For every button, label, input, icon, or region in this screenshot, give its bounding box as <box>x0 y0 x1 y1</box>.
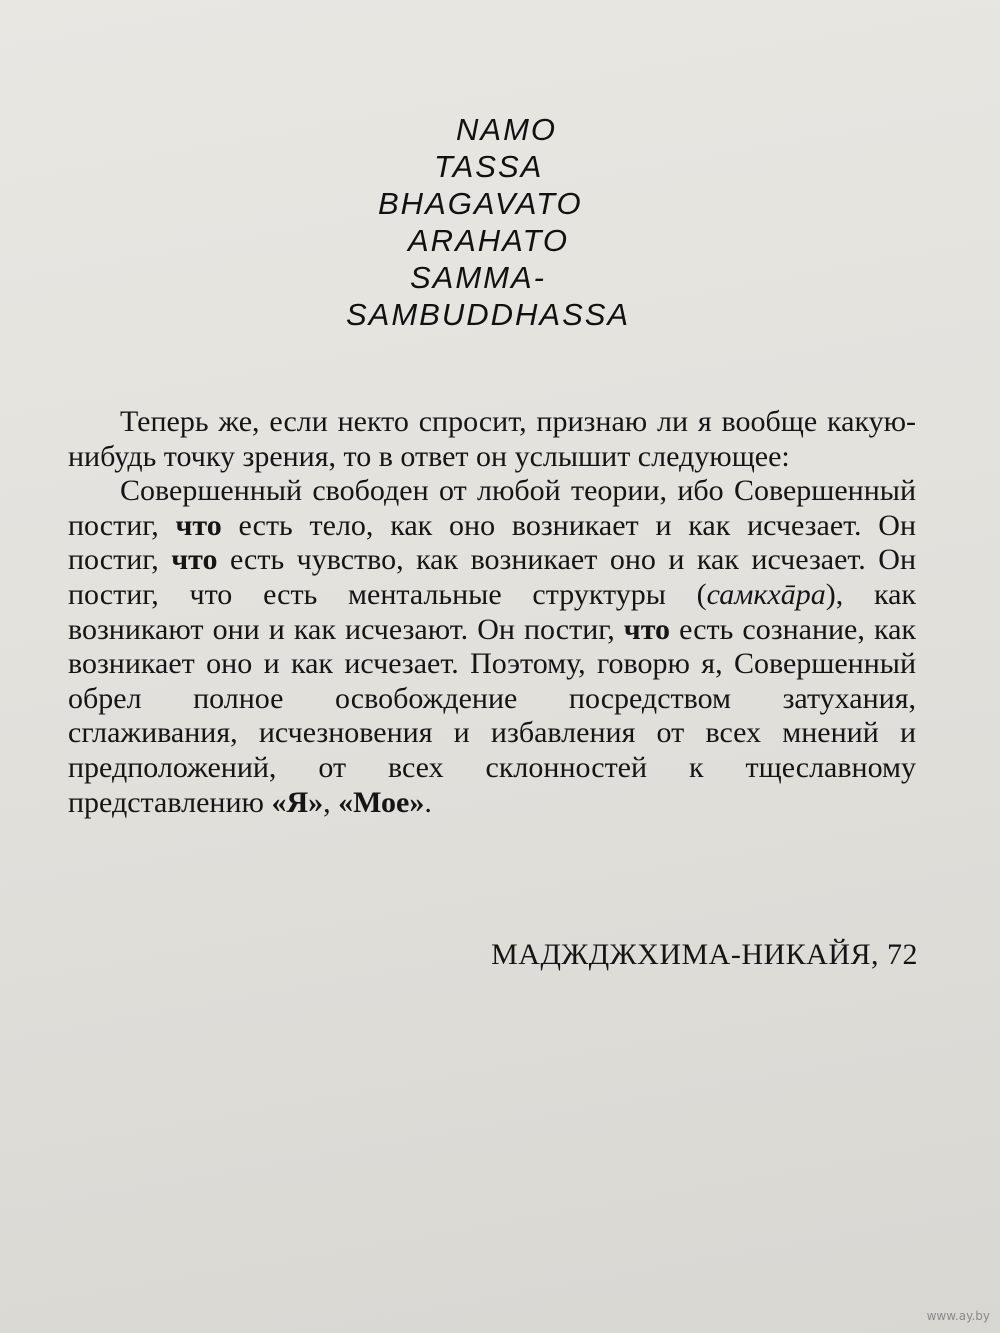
text-run: . <box>424 785 432 819</box>
dedication-line: TASSA <box>434 149 544 184</box>
emphasis-word: что <box>175 508 222 542</box>
paragraph-intro: Теперь же, если некто спросит, признаю ли я вообще какую-нибудь точку зрения, то в ответ он услышит следующее: <box>68 405 916 473</box>
paragraph-quote <box>68 474 916 820</box>
dedication-line: SAMBUDDHASSA <box>346 297 631 332</box>
emphasis-word: что <box>623 612 671 646</box>
text-run: , <box>323 785 331 819</box>
quoted-word: «Я» <box>271 785 324 819</box>
text-run: Совершенный свободен от любой теории, ибо Совершенный постиг, <box>68 474 916 542</box>
text-run: есть сознание, как возникает оно и как исчезает. Поэтому, говорю я, Совершенный обрел полное освобождение посредством затухания, сглаживания, исчезновения и избавления от всех мнений и предположений, от всех склонностей к тщеславному представлению <box>68 612 916 819</box>
watermark: www.ay.by <box>926 1309 990 1323</box>
quoted-word: «Мое» <box>338 785 425 819</box>
quote-text <box>68 405 916 820</box>
text-run: ), как возникают они и как исчезают. Он постиг, <box>68 577 916 646</box>
text-run: есть тело, как оно возникает и как исчезает. Он постиг, <box>68 508 916 577</box>
pali-term: самкхāра <box>706 577 826 611</box>
emphasis-word: что <box>171 543 218 577</box>
dedication-line: BHAGAVATO <box>378 186 583 221</box>
dedication-line: NAMO <box>456 112 557 147</box>
dedication-line: ARAHATO <box>408 223 569 258</box>
text-run: есть чувство, как возникает оно и как исчезает. Он постиг, что есть ментальные структуры ( <box>68 543 916 611</box>
dedication-line: SAMMA- <box>410 260 546 295</box>
source-citation: МАДЖДЖХИМА-НИКАЙЯ, 72 <box>491 938 918 971</box>
